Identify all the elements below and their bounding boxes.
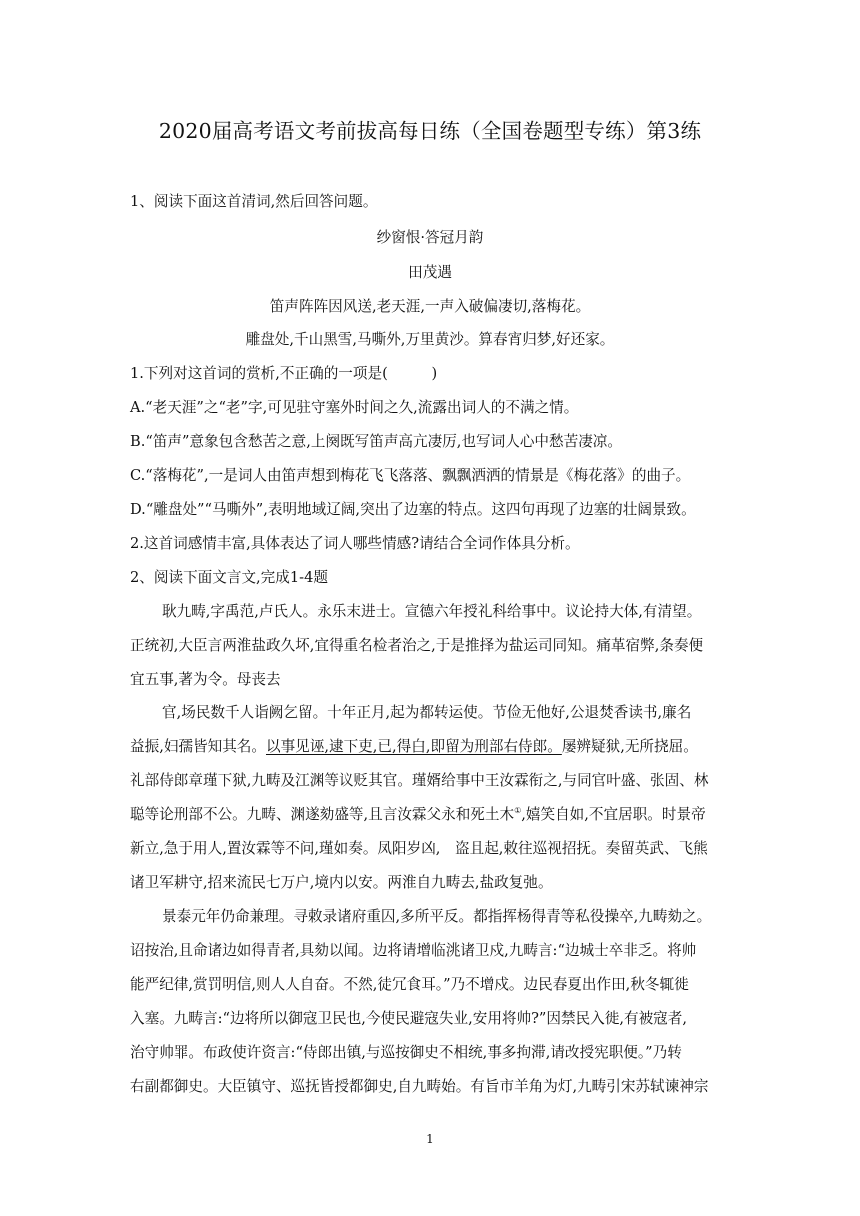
poem-line-1: 笛声阵阵因风送,老天涯,一声入破偏凄切,落梅花。 (269, 298, 591, 315)
passage-line: 礼部侍郎章瑾下狱,九畴及江渊等议贬其官。瑾婿给事中王汝霖衔之,与同官叶盛、张固、林 (130, 772, 709, 789)
passage-line: 右副都御史。大臣镇守、巡抚皆授都御史,自九畴始。有旨市羊角为灯,九畴引宋苏轼谏神宗 (130, 1078, 709, 1095)
poem-author: 田茂遇 (408, 264, 452, 281)
question-1-heading: 1、阅读下面这首清词,然后回答问题。 (130, 193, 378, 210)
sub-question-2: 2.这首词感情丰富,具体表达了词人哪些情感?请结合全词作体具分析。 (130, 535, 580, 552)
passage-line: 景泰元年仍命兼理。寻敕录诸府重囚,多所平反。都指挥杨得青等私役操卒,九畴劾之。 (162, 908, 712, 925)
passage-line: 正统初,大臣言两淮盐政久坏,宜得重名检者治之,于是推择为盐运司同知。痛革宿弊,条奏便 (130, 637, 704, 654)
sub-question-1: 1.下列对这首词的赏析,不正确的一项是( ) (130, 365, 438, 382)
page-number: 1 (426, 1132, 434, 1146)
passage-line: 能严纪律,赏罚明信,则人人自奋。不然,徒冗食耳。”乃不增戍。边民春夏出作田,秋冬辄徙 (130, 976, 689, 993)
passage-line: 入塞。九畴言:“边将所以御寇卫民也,今使民避寇失业,安用将帅?”因禁民入徙,有被寇者, (130, 1010, 688, 1027)
passage-line (130, 735, 730, 756)
passage-line: 诏按治,且命诸边如得青者,具劾以闻。边将请增临洮诸卫戍,九畴言:“边城士卒非乏。将帅 (130, 942, 697, 959)
passage-line: 官,场民数千人诣阙乞留。十年正月,起为都转运使。节俭无他好,公退焚香读书,廉名 (162, 704, 692, 721)
passage-line: 新立,急于用人,置汝霖等不问,瑾如奏。凤阳岁凶, 盗且起,敕往巡视招抚。奏留英武、飞熊 (130, 840, 708, 857)
question-2-heading: 2、阅读下面文言文,完成1-4题 (130, 569, 328, 586)
passage-text: ,嬉笑自如,不宜居职。时景帝 (521, 806, 706, 823)
option-c: C.“落梅花”,一是词人由笛声想到梅花飞飞落落、飘飘洒洒的情景是《梅花落》的曲子。 (130, 467, 691, 484)
passage-text: 益振,妇孺皆知其名。 (130, 738, 266, 755)
underlined-sentence: 以事见诬,逮下吏,已,得白,即留为刑部右侍郎。 (265, 738, 562, 755)
option-a: A.“老天涯”之“老”字,可见驻守塞外时间之久,流露出词人的不满之情。 (130, 399, 579, 416)
passage-text: 聪等论刑部不公。九畴、渊遂劾盛等,且言汝霖父永和死土木 (130, 806, 515, 823)
document-title: 2020届高考语文考前拔高每日练（全国卷题型专练）第3练 (158, 119, 702, 143)
option-b: B.“笛声”意象包含愁苦之意,上阕既写笛声高亢凄厉,也写词人心中愁苦凄凉。 (130, 433, 622, 450)
passage-line (130, 803, 730, 824)
footnote-marker: ① (514, 806, 522, 816)
poem-title: 纱窗恨·答冠月韵 (376, 229, 484, 246)
passage-line: 诸卫军耕守,招来流民七万户,境内以安。两淮自九畴去,盐政复弛。 (130, 874, 553, 891)
poem-line-2: 雕盘处,千山黑雪,马嘶外,万里黄沙。算春宵归梦,好还家。 (245, 331, 615, 348)
option-d: D.“雕盘处”“马嘶外”,表明地域辽阔,突出了边塞的特点。这四句再现了边塞的壮阔景致。 (130, 501, 696, 518)
passage-line: 耿九畴,字禹范,卢氏人。永乐末进士。宣德六年授礼科给事中。议论持大体,有清望。 (162, 603, 702, 620)
passage-line: 宜五事,著为令。母丧去 (130, 671, 281, 688)
passage-line: 治守帅罪。布政使许资言:“侍郎出镇,与巡按御史不相统,事多拘滞,请改授宪职便。”乃转 (130, 1044, 682, 1061)
passage-text: 屡辨疑狱,无所挠屈。 (561, 738, 698, 755)
